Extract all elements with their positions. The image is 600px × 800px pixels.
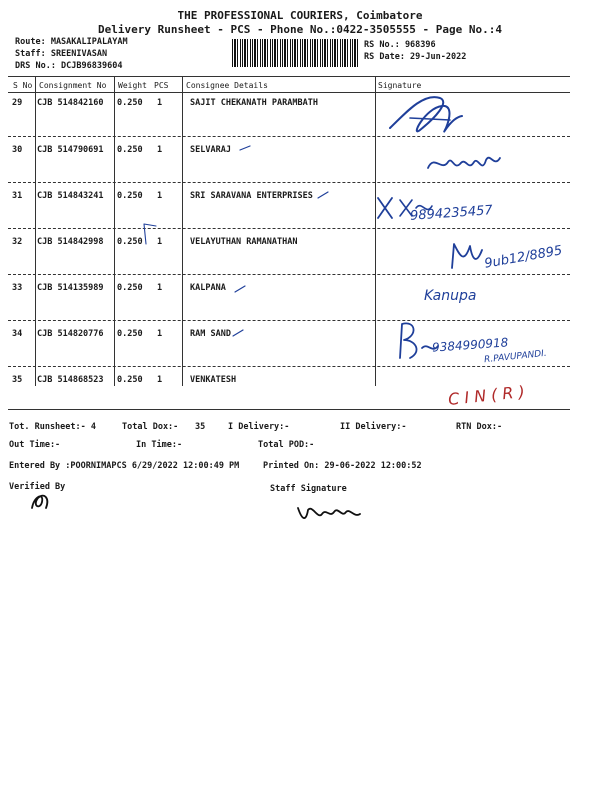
- row-weight: 0.250: [117, 329, 143, 339]
- verified-by-label: Verified By: [9, 482, 66, 492]
- handwritten-note-35: C I N ( R ): [447, 382, 526, 409]
- table-row: [0, 98, 600, 112]
- table-top-rule: [8, 76, 570, 77]
- handwritten-phone-31: 9894235457: [409, 203, 494, 224]
- tot-runsheet-label: Tot. Runsheet:- 4: [9, 422, 96, 432]
- row-consignment: CJB 514135989: [37, 283, 104, 293]
- row-pcs: 1: [157, 375, 163, 385]
- row-sno: 31: [12, 191, 23, 201]
- col-header-pcs: PCS: [154, 81, 169, 90]
- row-consignment: CJB 514820776: [37, 329, 104, 339]
- handwritten-note-32: 9ub12/8895: [483, 243, 564, 272]
- col-header-sno: S No: [13, 81, 33, 90]
- barcode-image: [232, 39, 358, 67]
- row-pcs: 1: [157, 191, 163, 201]
- col-header-signature: Signature: [378, 81, 422, 90]
- row-weight: 0.250: [117, 375, 143, 385]
- row-consignment: CJB 514842998: [37, 237, 104, 247]
- route-label: Route: MASAKALIPALAYAM: [15, 37, 128, 47]
- row-separator: [8, 320, 570, 321]
- company-title: THE PROFESSIONAL COURIERS, Coimbatore: [177, 9, 423, 22]
- table-row: [0, 191, 600, 205]
- total-dox-value: 35: [195, 422, 206, 432]
- in-time-label: In Time:-: [136, 440, 183, 450]
- row-sno: 29: [12, 98, 23, 108]
- drs-number: DRS No.: DCJB96839604: [15, 61, 123, 71]
- total-pod-label: Total POD:-: [258, 440, 315, 450]
- row-sno: 30: [12, 145, 23, 155]
- printed-on: Printed On: 29-06-2022 12:00:52: [263, 461, 422, 471]
- row-consignee: SELVARAJ: [190, 145, 231, 155]
- pen-tick-mark: [238, 144, 252, 154]
- row-weight: 0.250: [117, 237, 143, 247]
- row-consignment: CJB 514790691: [37, 145, 104, 155]
- row-consignee: VENKATESH: [190, 375, 237, 385]
- row-sno: 34: [12, 329, 23, 339]
- handwritten-phone-34: 9384990918: [431, 335, 509, 355]
- rs-number: RS No.: 968396: [364, 40, 436, 50]
- row-consignee: SRI SARAVANA ENTERPRISES: [190, 191, 313, 201]
- row-consignment: CJB 514843241: [37, 191, 104, 201]
- i-delivery-label: I Delivery:-: [228, 422, 290, 432]
- table-row: [0, 237, 600, 251]
- row-pcs: 1: [157, 98, 163, 108]
- signature-row-29: [380, 88, 470, 146]
- pen-tick-mark: [231, 328, 245, 340]
- row-consignee: VELAYUTHAN RAMANATHAN: [190, 237, 298, 247]
- ii-delivery-label: II Delivery:-: [340, 422, 407, 432]
- row-sno: 35: [12, 375, 23, 385]
- rtn-dox-label: RTN Dox:-: [456, 422, 503, 432]
- table-header-rule: [8, 92, 570, 93]
- total-dox-label: Total Dox:-: [122, 422, 179, 432]
- pen-tick-mark: [140, 220, 163, 248]
- row-sno: 32: [12, 237, 23, 247]
- row-weight: 0.250: [117, 145, 143, 155]
- row-pcs: 1: [157, 283, 163, 293]
- staff-signature-label: Staff Signature: [270, 484, 347, 494]
- row-separator: [8, 136, 570, 137]
- handwritten-name-34: R.PAVUPANDI.: [483, 348, 548, 366]
- row-separator: [8, 228, 570, 229]
- entered-by: Entered By :POORNIMAPCS 6/29/2022 12:00:49 PM: [9, 461, 240, 471]
- row-consignee: KALPANA: [190, 283, 226, 293]
- col-header-consignee: Consignee Details: [186, 81, 268, 90]
- table-row: [0, 283, 600, 297]
- row-weight: 0.250: [117, 191, 143, 201]
- row-weight: 0.250: [117, 283, 143, 293]
- row-consignee: SAJIT CHEKANATH PARAMBATH: [190, 98, 318, 108]
- row-sno: 33: [12, 283, 23, 293]
- handwritten-name-33: Kanupa: [424, 288, 477, 304]
- row-pcs: 1: [157, 145, 163, 155]
- pen-tick-mark: [316, 190, 330, 202]
- row-consignment: CJB 514868523: [37, 375, 104, 385]
- runsheet-subtitle: Delivery Runsheet - PCS - Phone No.:0422-3505555 - Page No.:4: [98, 23, 502, 36]
- col-header-weight: Weight: [118, 81, 147, 90]
- row-consignee: RAM SAND: [190, 329, 231, 339]
- pen-tick-mark: [233, 284, 247, 296]
- staff-signature-image: [294, 500, 364, 526]
- col-header-consignment: Consignment No: [39, 81, 107, 90]
- signature-row-30: [424, 148, 524, 180]
- signature-row-32: [446, 238, 486, 276]
- verified-by-signature: [26, 488, 56, 514]
- out-time-label: Out Time:-: [9, 440, 61, 450]
- row-weight: 0.250: [117, 98, 143, 108]
- rs-date: RS Date: 29-Jun-2022: [364, 52, 467, 62]
- row-consignment: CJB 514842160: [37, 98, 104, 108]
- row-separator: [8, 182, 570, 183]
- row-pcs: 1: [157, 237, 163, 247]
- row-separator: [8, 366, 570, 367]
- table-row: [0, 329, 600, 343]
- row-pcs: 1: [157, 329, 163, 339]
- table-bottom-rule: [8, 409, 570, 410]
- staff-label: Staff: SREENIVASAN: [15, 49, 108, 59]
